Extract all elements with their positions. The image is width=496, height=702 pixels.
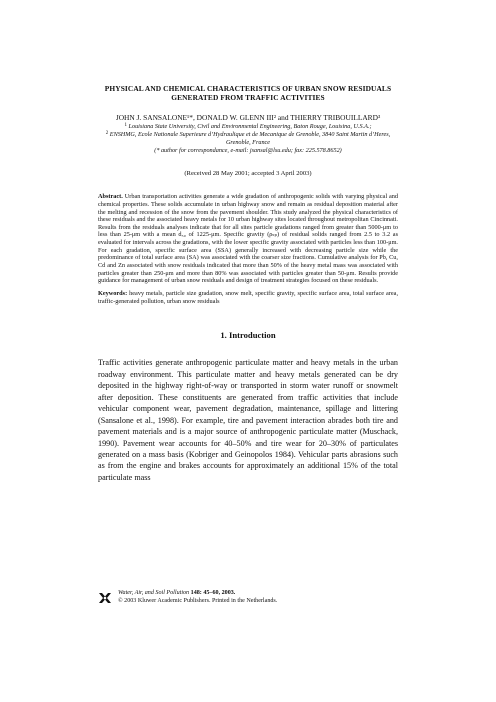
intro-paragraph: Traffic activities generate anthropogenic particulate matter and heavy metals in the urban roadway environment. This particulate matter and heavy metals generated can be dry deposited in the highway right-of-way or transported in storm water runoff or snowmelt after deposition. These constituents are generated from traffic activities that include vehicular component wear, pavement degradation, maintenance, spillage and littering (Sansalone et al., 1998). For example, tire and pavement interaction abrades both tire and pavement materials and is a major source of anthropogenic particulate matter (Muschack, 1990). Pavement wear accounts for 40–50% and tire wear for 20–30% of particulates generated on a mass basis (Kobriger and Geinopolos 1984). Vehicular parts abrasions such as from the engine and brakes accounts for approximately an additional 15% of the total particulate mass	[98, 358, 398, 482]
received-dates: (Received 28 May 2001; accepted 3 April 2003)	[184, 170, 312, 178]
journal-name: Water, Air, and Soil Pollution	[118, 590, 190, 596]
abstract-text: Urban transportation activities generate a wide gradation of anthropogenic solids with varying physical and chemical properties. These solids accumulate in urban highway snow and remain as residual deposition material after the melting and recession of the snow from the pavement shoulder. This study analyzed the physical characteristics of these residuals and the associated heavy metals for 10 urban highway sites located throughout metropolitan Cincinnati. Results from the residuals analyses indicate that for all sites particle gradations ranged from greater than 5000-μm to less than 25-μm with a mean d₅₀ of 1225-μm. Specific gravity (ρₛₚ) of residual solids ranged from 2.5 to 3.2 as evaluated for intervals across the gradations, with the lower specific gravity associated with particles less than 100-μm. For each gradation, specific surface area (SSA) generally increased with decreasing particle size while the predominance of total surface area (SA) was associated with the coarser size fractions. Cumulative analysis for Pb, Cu, Cd and Zn associated with snow residuals indicated that more than 50% of the heavy metal mass was associated with particles greater than 250-μm and more than 80% was associated with particles greater than 50-μm. Results provide guidance for management of urban snow residuals and design of treatment strategies focused on these residuals.	[98, 193, 399, 285]
abstract	[98, 193, 398, 285]
journal-citation	[118, 589, 277, 597]
affiliation-text: (* author for correspondance, e-mail: jsansal@lsu.edu; fax: 225.578.8652)	[154, 146, 342, 154]
footer-text	[118, 589, 277, 605]
copyright-line: © 2003 Kluwer Academic Publishers. Printed in the Netherlands.	[118, 598, 278, 605]
affiliation-text: Louisiana State University, Civil and Environmental Engineering, Baton Rouge, Louisina, U.S.A.;	[128, 122, 372, 130]
affiliation-1	[98, 122, 398, 131]
kluwer-logo-icon	[98, 591, 112, 605]
abstract-label: Abstract.	[98, 193, 123, 201]
paper-title: PHYSICAL AND CHEMICAL CHARACTERISTICS OF URBAN SNOW RESIDUALS GENERATED FROM TRAFFIC ACTIVITIES	[104, 84, 392, 103]
correspondence-note	[98, 147, 398, 155]
section-heading: 1. Introduction	[220, 330, 276, 341]
journal-volume: 148: 45–60, 2003.	[190, 590, 236, 596]
paper-page	[98, 84, 398, 483]
author-list: JOHN J. SANSALONE¹*, DONALD W. GLENN III² and THIERRY TRIBOUILLARD³	[115, 112, 381, 122]
affiliation-number: 2	[105, 131, 109, 137]
keywords-label: Keywords:	[98, 290, 128, 298]
affiliation-text: ENSHMG, Ecole Nationale Superieure d’Hydraulique et de Mecanique de Grenoble, 3840 Saint Martin d’Heres, Grenoble, France	[109, 131, 391, 146]
keywords-text: heavy metals, particle size gradation, snow melt, specific gravity, specific surface area, total surface area, traffic-generated pollution, urban snow residuals	[98, 290, 399, 305]
page-footer	[98, 589, 398, 609]
affiliation-2	[98, 130, 398, 146]
affiliation-number: 1	[124, 122, 127, 128]
keywords	[98, 290, 398, 305]
